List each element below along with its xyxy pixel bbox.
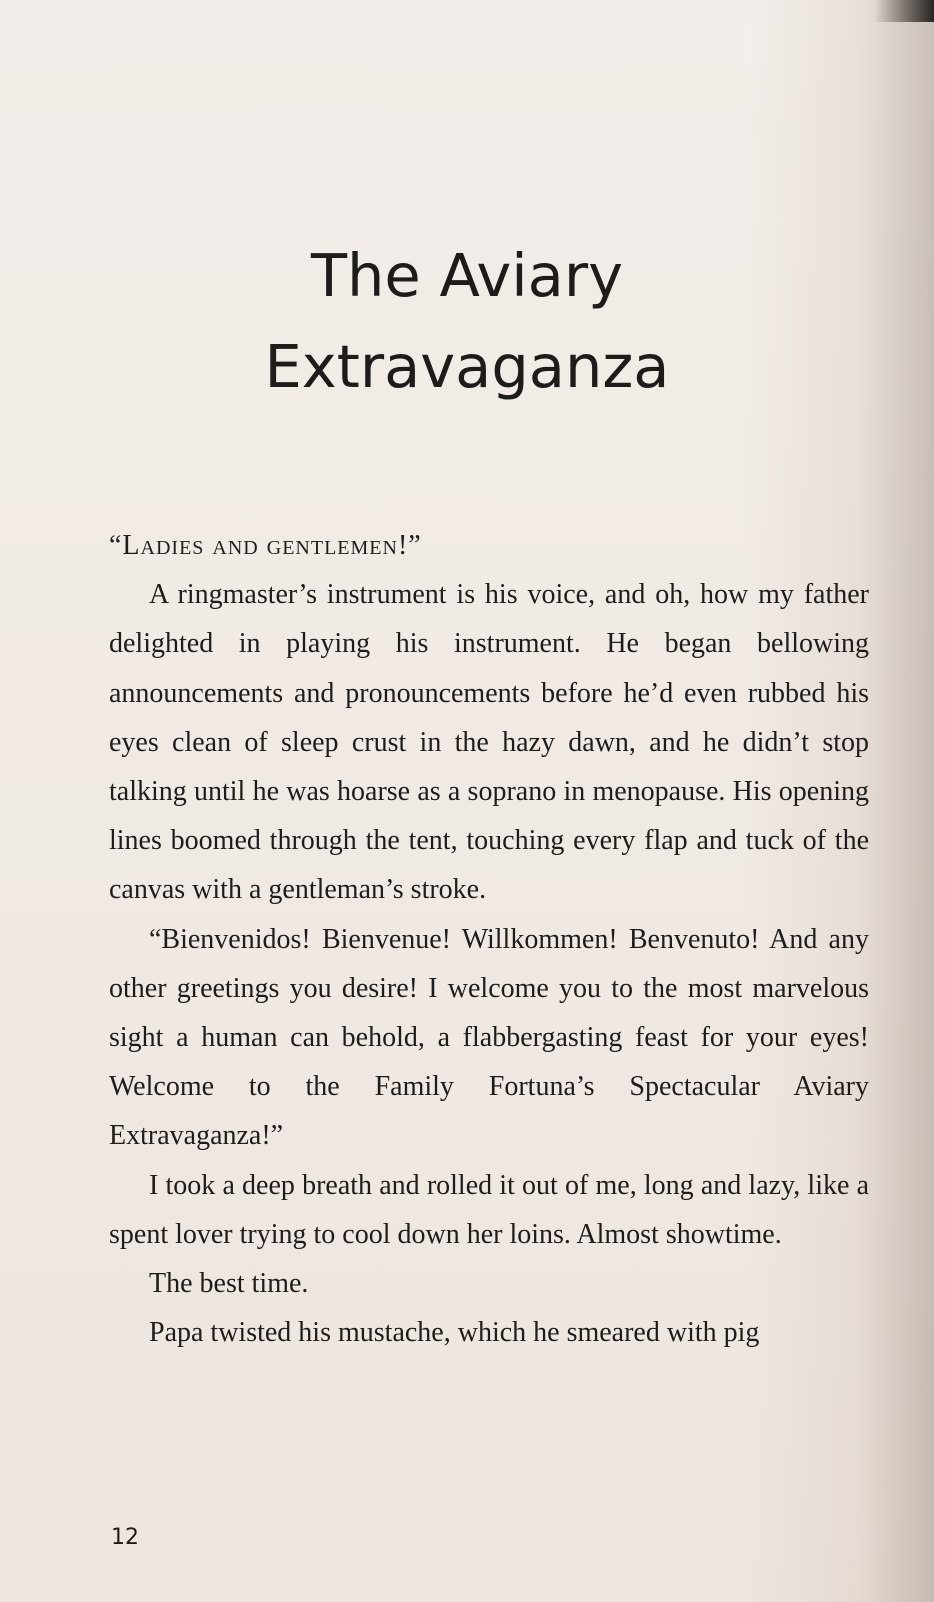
chapter-title: [0, 230, 934, 412]
paragraph: Papa twisted his mustache, which he smeared with pig: [149, 1317, 760, 1349]
paragraph: A ringmaster’s instrument is his voice, and oh, how my father delighted in playing his instrument. He began bellowing announcements and pronouncements before he’d even rubbed his eyes clean of sleep crust in the hazy dawn, and he didn’t stop talking until he was hoarse as a soprano in menopause. His opening lines boomed through the tent, touching every flap and tuck of the canvas with a gentleman’s stroke.: [109, 579, 869, 906]
paragraph: “Bienvenidos! Bienvenue! Willkommen! Benvenuto! And any other greetings you desire! I welcome you to the most marvelous sight a human can behold, a flabbergasting feast for your eyes! Welcome to the Family Fortuna’s Spectacular Aviary Extravaganza!”: [109, 923, 869, 1152]
chapter-body: [109, 521, 869, 1357]
chapter-title-line-1: The Aviary: [310, 241, 624, 310]
paragraph: I took a deep breath and rolled it out of me, long and lazy, like a spent lover trying to cool down her loins. Almost showtime.: [109, 1169, 869, 1250]
chapter-title-line-2: Extravaganza: [264, 332, 670, 401]
page-edge-shadow: [874, 0, 934, 22]
paragraph: The best time.: [149, 1268, 309, 1300]
opening-line: “Ladies and gentlemen!”: [109, 530, 422, 561]
page-number: 12: [111, 1525, 139, 1550]
